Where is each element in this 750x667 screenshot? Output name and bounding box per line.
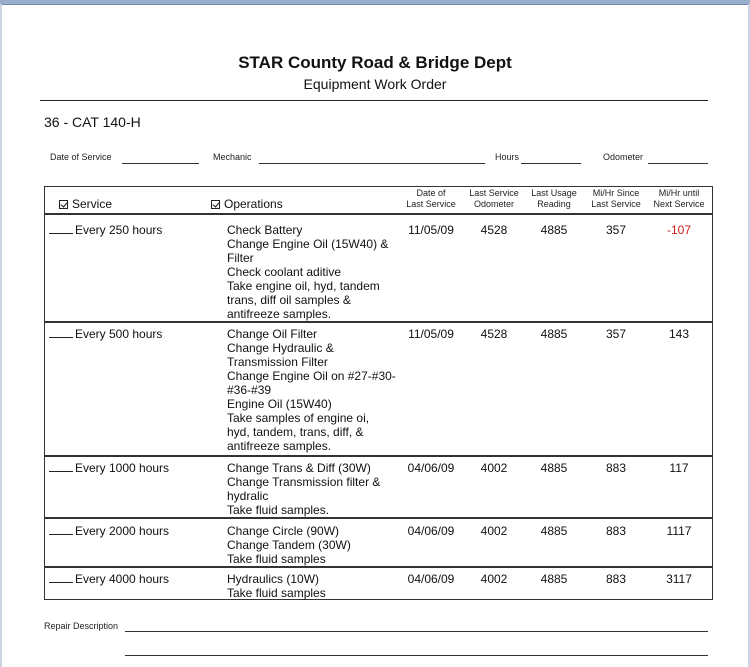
mechanic-label: Mechanic [213, 152, 252, 162]
date-of-service-label: Date of Service [50, 152, 112, 162]
mihr-since-last: 883 [605, 461, 627, 475]
mihr-until-next: 1117 [666, 524, 692, 538]
mechanic-line [259, 163, 485, 164]
last-service-odometer-header: Last Service Odometer [469, 188, 519, 209]
operations-header-label: Operations [224, 197, 283, 211]
last-service-odometer: 4528 [480, 327, 508, 341]
odometer-label: Odometer [603, 152, 644, 162]
last-usage-reading: 4885 [540, 223, 568, 237]
last-service-date: 04/06/09 [407, 572, 455, 586]
service-header [59, 197, 112, 211]
mihr-since-last: 883 [605, 524, 627, 538]
operations-list: Change Oil Filter Change Hydraulic & Transmission Filter Change Engine Oil on #27-#30- #36-#39 Engine Oil (15W40) Take samples of engine oi, hyd, tandem, trans, diff, & antifreeze samples. [227, 327, 396, 453]
service-interval: Every 500 hours [49, 327, 162, 341]
work-order-table [44, 186, 713, 600]
mihr-since-last: 883 [605, 572, 627, 586]
last-service-odometer: 4528 [480, 223, 508, 237]
report-title: STAR County Road & Bridge Dept [238, 53, 512, 72]
mihr-since-last-header: Mi/Hr Since Last Service [591, 188, 641, 209]
last-service-date: 04/06/09 [407, 461, 455, 475]
service-header-label: Service [72, 197, 113, 211]
repair-description-line-2 [125, 655, 708, 656]
date-last-service-header: Date of Last Service [406, 188, 456, 209]
checkbox-checked-icon [59, 200, 68, 209]
report-subtitle: Equipment Work Order [303, 76, 447, 92]
operations-list: Hydraulics (10W) Take fluid samples [227, 572, 326, 600]
service-interval: Every 2000 hours [49, 524, 169, 538]
last-service-odometer: 4002 [480, 461, 508, 475]
hours-line [521, 163, 581, 164]
service-interval: Every 1000 hours [49, 461, 169, 475]
row-divider [45, 517, 712, 519]
header-divider [45, 213, 712, 215]
last-service-date: 11/05/09 [408, 223, 454, 237]
window-frame-top [0, 0, 750, 5]
mihr-since-last: 357 [605, 223, 627, 237]
last-usage-reading-header: Last Usage Reading [531, 188, 577, 209]
operations-header [211, 197, 283, 211]
header-rule [40, 100, 708, 101]
equipment-id: 36 - CAT 140-H [44, 114, 141, 130]
last-usage-reading: 4885 [540, 461, 568, 475]
operations-list: Change Trans & Diff (30W) Change Transmission filter & hydralic Take fluid samples. [227, 461, 381, 517]
hours-label: Hours [495, 152, 520, 162]
date-of-service-line [122, 163, 199, 164]
operations-list: Check Battery Change Engine Oil (15W40) & Filter Check coolant aditive Take engine oil, hyd, tandem trans, diff oil samples & antifreeze samples. [227, 223, 389, 321]
service-interval: Every 250 hours [49, 223, 162, 237]
last-service-date: 04/06/09 [407, 524, 455, 538]
mihr-until-next: -107 [666, 223, 692, 237]
last-usage-reading: 4885 [540, 524, 568, 538]
mihr-until-next: 3117 [666, 572, 692, 586]
mihr-until-next-header: Mi/Hr until Next Service [653, 188, 705, 209]
row-divider [45, 321, 712, 323]
mihr-until-next: 117 [669, 461, 689, 475]
row-divider [45, 566, 712, 568]
window-frame-left [0, 4, 2, 667]
last-service-odometer: 4002 [480, 572, 508, 586]
odometer-line [648, 163, 708, 164]
last-service-odometer: 4002 [480, 524, 508, 538]
operations-list: Change Circle (90W) Change Tandem (30W) Take fluid samples [227, 524, 351, 566]
row-divider [45, 455, 712, 457]
repair-description-line-1 [125, 631, 708, 632]
last-service-date: 11/05/09 [408, 327, 454, 341]
mihr-until-next: 143 [668, 327, 690, 341]
repair-description-label: Repair Description [44, 621, 119, 631]
service-interval: Every 4000 hours [49, 572, 169, 586]
mihr-since-last: 357 [605, 327, 627, 341]
checkbox-checked-icon [211, 200, 220, 209]
last-usage-reading: 4885 [540, 327, 568, 341]
last-usage-reading: 4885 [540, 572, 568, 586]
